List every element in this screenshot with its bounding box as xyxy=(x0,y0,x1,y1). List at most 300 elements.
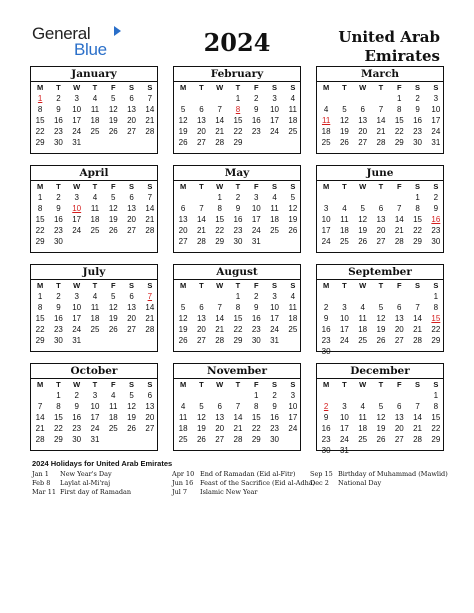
weekday-label: F xyxy=(253,83,259,92)
month-name: August xyxy=(216,266,258,278)
holiday-date: Sep 15 xyxy=(310,470,333,478)
day: 4 xyxy=(111,391,116,400)
day: 17 xyxy=(288,413,298,422)
weekday-label: S xyxy=(272,182,278,191)
day: 10 xyxy=(90,402,100,411)
day: 13 xyxy=(394,314,404,323)
day: 20 xyxy=(178,226,188,235)
day: 19 xyxy=(178,325,188,334)
weekday-label: T xyxy=(378,83,384,92)
day: 8 xyxy=(433,303,439,312)
day: 9 xyxy=(74,402,79,411)
weekday-label: S xyxy=(290,83,296,92)
day: 17 xyxy=(321,226,331,235)
day: 9 xyxy=(56,105,61,114)
weekday-label: S xyxy=(433,182,439,191)
weekday-label: F xyxy=(253,380,259,389)
weekday-label: T xyxy=(235,182,241,191)
weekday-label: S xyxy=(147,182,153,191)
day: 22 xyxy=(233,325,243,334)
day: 24 xyxy=(72,226,82,235)
month-october xyxy=(30,363,158,451)
day: 29 xyxy=(215,237,225,246)
day: 16 xyxy=(321,424,331,433)
day: 23 xyxy=(270,424,279,433)
day: 30 xyxy=(251,336,261,345)
day: 21 xyxy=(215,325,225,334)
day: 11 xyxy=(358,314,367,323)
day: 20 xyxy=(127,314,136,323)
weekday-label: M xyxy=(323,83,330,92)
day: 14 xyxy=(145,204,155,213)
weekday-label: F xyxy=(110,380,116,389)
day: 23 xyxy=(72,424,82,433)
weekday-label: T xyxy=(56,182,61,191)
day: 19 xyxy=(178,127,188,136)
day: 19 xyxy=(358,226,368,235)
day: 20 xyxy=(394,424,404,433)
day: 12 xyxy=(376,413,386,422)
day: 15 xyxy=(35,215,45,224)
day: 22 xyxy=(431,325,441,334)
weekday-label: T xyxy=(92,182,98,191)
day: 13 xyxy=(196,116,206,125)
day: 13 xyxy=(178,215,188,224)
day: 10 xyxy=(288,402,298,411)
day: 4 xyxy=(323,105,329,114)
day: 4 xyxy=(290,292,296,301)
day: 27 xyxy=(127,127,136,136)
holiday-date: Jun 16 xyxy=(172,479,194,487)
weekday-label: T xyxy=(56,83,61,92)
day: 10 xyxy=(339,413,349,422)
day: 18 xyxy=(339,226,349,235)
day: 21 xyxy=(215,127,225,136)
day: 12 xyxy=(358,215,368,224)
day: 3 xyxy=(323,204,329,213)
day: 1 xyxy=(235,292,241,301)
day: 22 xyxy=(53,424,63,433)
day: 26 xyxy=(108,226,118,235)
month-name: December xyxy=(350,365,410,377)
day: 18 xyxy=(90,314,100,323)
day: 12 xyxy=(288,204,298,213)
weekday-label: M xyxy=(180,182,187,191)
day: 19 xyxy=(339,127,349,136)
day: 12 xyxy=(108,303,118,312)
weekday-label: M xyxy=(180,281,187,290)
weekday-header xyxy=(174,378,300,389)
day: 10 xyxy=(251,204,261,213)
day: 4 xyxy=(92,94,98,103)
month-name: November xyxy=(206,365,268,377)
day: 2 xyxy=(254,292,259,301)
day: 26 xyxy=(108,325,118,334)
day: 19 xyxy=(108,215,118,224)
holiday-column-1 xyxy=(32,470,131,497)
day: 20 xyxy=(127,116,136,125)
day: 20 xyxy=(376,226,386,235)
day: 28 xyxy=(215,336,225,345)
day: 1 xyxy=(217,193,222,202)
day: 6 xyxy=(217,402,222,411)
day: 13 xyxy=(127,204,136,213)
weekday-label: S xyxy=(415,83,421,92)
weekday-label: S xyxy=(433,380,439,389)
month-may xyxy=(173,165,301,253)
weekday-label: T xyxy=(342,182,347,191)
day: 26 xyxy=(288,226,298,235)
holiday-day: 15 xyxy=(431,314,441,323)
day: 16 xyxy=(251,314,261,323)
day: 1 xyxy=(235,94,241,103)
day: 4 xyxy=(272,193,277,202)
day: 8 xyxy=(397,105,402,114)
day: 23 xyxy=(431,226,441,235)
day: 13 xyxy=(376,215,386,224)
day: 2 xyxy=(74,391,79,400)
day: 8 xyxy=(235,303,241,312)
day: 17 xyxy=(72,215,82,224)
day: 5 xyxy=(111,292,116,301)
weekday-label: M xyxy=(37,281,44,290)
day: 11 xyxy=(270,204,279,213)
holiday-entry xyxy=(172,488,315,497)
day: 8 xyxy=(254,402,259,411)
day: 15 xyxy=(233,314,243,323)
weekday-header xyxy=(317,81,443,92)
holiday-name: End of Ramadan (Eid al-Fitr) xyxy=(200,470,296,478)
day: 8 xyxy=(37,303,43,312)
day: 15 xyxy=(251,413,261,422)
day: 29 xyxy=(431,435,441,444)
weekday-label: T xyxy=(199,182,204,191)
weekday-header xyxy=(174,81,300,92)
day: 14 xyxy=(233,413,243,422)
month-december xyxy=(316,363,444,455)
day: 14 xyxy=(196,215,206,224)
day: 1 xyxy=(397,94,402,103)
day: 19 xyxy=(196,424,206,433)
day: 10 xyxy=(431,105,441,114)
day: 15 xyxy=(53,413,63,422)
day: 6 xyxy=(199,105,204,114)
day: 12 xyxy=(196,413,206,422)
day: 25 xyxy=(90,226,100,235)
day: 29 xyxy=(394,138,404,147)
day: 26 xyxy=(376,336,386,345)
holiday-day: 1 xyxy=(37,94,43,103)
day: 28 xyxy=(413,336,422,345)
day: 5 xyxy=(129,391,134,400)
day: 21 xyxy=(394,226,404,235)
holiday-day: 7 xyxy=(147,292,153,301)
day: 14 xyxy=(413,314,422,323)
day: 14 xyxy=(215,116,225,125)
day: 27 xyxy=(394,435,404,444)
weekday-label: F xyxy=(253,281,259,290)
calendar-year: 2024 xyxy=(203,28,271,57)
country-name-line2: Emirates xyxy=(364,47,440,65)
day: 18 xyxy=(90,116,100,125)
day: 18 xyxy=(288,116,298,125)
weekday-label: T xyxy=(235,83,241,92)
day: 21 xyxy=(233,424,243,433)
day: 9 xyxy=(235,204,241,213)
day: 23 xyxy=(321,435,331,444)
day: 15 xyxy=(413,215,422,224)
day: 24 xyxy=(90,424,100,433)
day: 26 xyxy=(178,138,188,147)
weekday-label: S xyxy=(290,182,296,191)
day: 16 xyxy=(413,116,422,125)
weekday-label: S xyxy=(415,182,421,191)
day: 13 xyxy=(358,116,368,125)
weekday-label: M xyxy=(323,380,330,389)
weekday-header xyxy=(317,378,443,389)
day: 13 xyxy=(196,314,206,323)
day: 27 xyxy=(196,138,206,147)
day: 2 xyxy=(56,292,61,301)
day: 12 xyxy=(376,314,386,323)
day: 7 xyxy=(147,193,153,202)
day: 28 xyxy=(233,435,243,444)
weekday-label: T xyxy=(378,281,384,290)
month-grid xyxy=(30,66,444,456)
day: 6 xyxy=(180,204,186,213)
day: 3 xyxy=(74,193,79,202)
day: 30 xyxy=(321,446,331,455)
day: 14 xyxy=(394,215,404,224)
holiday-name: Laylat al-Mi'raj xyxy=(60,479,111,487)
day: 18 xyxy=(270,215,279,224)
day: 2 xyxy=(323,303,329,312)
day: 1 xyxy=(433,292,439,301)
holiday-day: 8 xyxy=(235,105,241,114)
day: 21 xyxy=(145,215,155,224)
day: 17 xyxy=(431,116,441,125)
weekday-label: F xyxy=(396,182,402,191)
weekday-label: W xyxy=(73,83,81,92)
day: 3 xyxy=(342,402,347,411)
holiday-name: National Day xyxy=(338,479,382,487)
day: 2 xyxy=(56,193,61,202)
weekday-label: T xyxy=(92,83,98,92)
day: 5 xyxy=(342,105,347,114)
holiday-column-2 xyxy=(172,470,315,497)
country-name-line1: United Arab xyxy=(338,28,440,46)
day: 28 xyxy=(394,237,404,246)
day: 23 xyxy=(53,127,63,136)
day: 9 xyxy=(56,204,61,213)
day: 7 xyxy=(235,402,241,411)
day: 9 xyxy=(433,204,439,213)
weekday-header xyxy=(31,279,157,290)
day: 28 xyxy=(145,127,155,136)
month-february xyxy=(173,66,301,154)
day: 26 xyxy=(376,435,386,444)
day: 27 xyxy=(394,336,404,345)
day: 2 xyxy=(254,94,259,103)
weekday-label: T xyxy=(56,281,61,290)
weekday-label: W xyxy=(73,380,81,389)
weekday-label: T xyxy=(235,380,241,389)
day: 5 xyxy=(180,105,186,114)
day: 8 xyxy=(415,204,420,213)
weekday-label: T xyxy=(199,83,204,92)
day: 1 xyxy=(433,391,439,400)
day: 29 xyxy=(35,138,45,147)
day: 16 xyxy=(53,116,63,125)
day: 30 xyxy=(413,138,422,147)
month-name: February xyxy=(210,68,264,80)
holiday-entry xyxy=(172,479,315,488)
day: 28 xyxy=(196,237,206,246)
day: 26 xyxy=(358,237,368,246)
day: 29 xyxy=(413,237,422,246)
day: 23 xyxy=(413,127,422,136)
weekday-label: S xyxy=(433,83,439,92)
weekday-label: T xyxy=(56,380,61,389)
day: 27 xyxy=(376,237,386,246)
day: 25 xyxy=(321,138,331,147)
weekday-label: T xyxy=(342,380,347,389)
day: 21 xyxy=(145,314,155,323)
day: 16 xyxy=(251,116,261,125)
day: 11 xyxy=(358,413,367,422)
day: 15 xyxy=(233,116,243,125)
month-name: July xyxy=(82,266,106,278)
weekday-label: T xyxy=(378,182,384,191)
day: 8 xyxy=(37,105,43,114)
weekday-label: W xyxy=(359,380,367,389)
day: 27 xyxy=(145,424,155,433)
day: 27 xyxy=(196,336,206,345)
day: 14 xyxy=(145,303,155,312)
day: 10 xyxy=(72,303,82,312)
weekday-label: W xyxy=(73,182,81,191)
weekday-label: W xyxy=(359,281,367,290)
day: 17 xyxy=(251,215,261,224)
day: 14 xyxy=(413,413,422,422)
day: 30 xyxy=(321,347,331,356)
day: 25 xyxy=(90,127,100,136)
day: 30 xyxy=(233,237,243,246)
day: 21 xyxy=(35,424,45,433)
weekday-label: T xyxy=(378,380,384,389)
holiday-day: 16 xyxy=(431,215,441,224)
month-january xyxy=(30,66,158,154)
month-march xyxy=(316,66,444,154)
day: 24 xyxy=(339,435,349,444)
day: 29 xyxy=(35,237,45,246)
day: 25 xyxy=(90,325,100,334)
day: 7 xyxy=(147,94,153,103)
holiday-entry xyxy=(172,470,315,479)
weekday-label: S xyxy=(147,83,153,92)
day: 1 xyxy=(37,292,43,301)
day: 9 xyxy=(254,105,259,114)
day: 3 xyxy=(74,292,79,301)
day: 5 xyxy=(290,193,296,202)
weekday-label: T xyxy=(235,281,241,290)
weekday-label: S xyxy=(272,380,278,389)
day: 7 xyxy=(217,303,222,312)
day: 19 xyxy=(108,116,118,125)
month-august xyxy=(173,264,301,352)
weekday-label: S xyxy=(129,182,135,191)
day: 22 xyxy=(413,226,422,235)
weekday-label: M xyxy=(37,380,44,389)
country-name xyxy=(330,28,440,66)
day: 25 xyxy=(288,127,298,136)
holiday-entry xyxy=(32,479,131,488)
day: 5 xyxy=(111,94,116,103)
day: 24 xyxy=(251,226,261,235)
month-september xyxy=(316,264,444,356)
day: 4 xyxy=(342,204,347,213)
day: 14 xyxy=(145,105,155,114)
day: 24 xyxy=(72,325,82,334)
day: 6 xyxy=(129,94,134,103)
day: 5 xyxy=(378,402,384,411)
weekday-label: M xyxy=(323,281,330,290)
day: 29 xyxy=(251,435,261,444)
holiday-name: Feast of the Sacrifice (Eid al-Adha) xyxy=(200,479,316,487)
day: 27 xyxy=(127,226,136,235)
day: 18 xyxy=(358,325,368,334)
day: 2 xyxy=(272,391,277,400)
day: 10 xyxy=(321,215,331,224)
day: 12 xyxy=(178,314,188,323)
day: 20 xyxy=(145,413,155,422)
day: 25 xyxy=(358,435,368,444)
day: 18 xyxy=(108,413,118,422)
day: 1 xyxy=(37,193,43,202)
day: 31 xyxy=(72,138,82,147)
day: 6 xyxy=(397,303,402,312)
day: 23 xyxy=(233,226,243,235)
weekday-label: S xyxy=(272,83,278,92)
month-name: May xyxy=(224,167,250,179)
day: 10 xyxy=(72,105,82,114)
day: 28 xyxy=(413,435,422,444)
holiday-entry xyxy=(310,470,448,479)
holiday-name: Islamic New Year xyxy=(200,488,258,496)
day: 3 xyxy=(254,193,259,202)
day: 2 xyxy=(415,94,420,103)
month-june xyxy=(316,165,444,253)
weekday-label: W xyxy=(359,182,367,191)
weekday-label: W xyxy=(73,281,81,290)
day: 24 xyxy=(339,336,349,345)
day: 18 xyxy=(321,127,331,136)
weekday-label: M xyxy=(37,182,44,191)
day: 30 xyxy=(72,435,82,444)
day: 22 xyxy=(215,226,225,235)
day: 30 xyxy=(53,138,63,147)
weekday-label: T xyxy=(342,83,347,92)
day: 12 xyxy=(108,204,118,213)
holiday-day: 11 xyxy=(321,116,331,125)
day: 26 xyxy=(108,127,118,136)
day: 22 xyxy=(394,127,404,136)
day: 3 xyxy=(74,94,79,103)
day: 22 xyxy=(251,424,261,433)
weekday-label: F xyxy=(110,83,116,92)
day: 13 xyxy=(145,402,155,411)
day: 8 xyxy=(217,204,222,213)
